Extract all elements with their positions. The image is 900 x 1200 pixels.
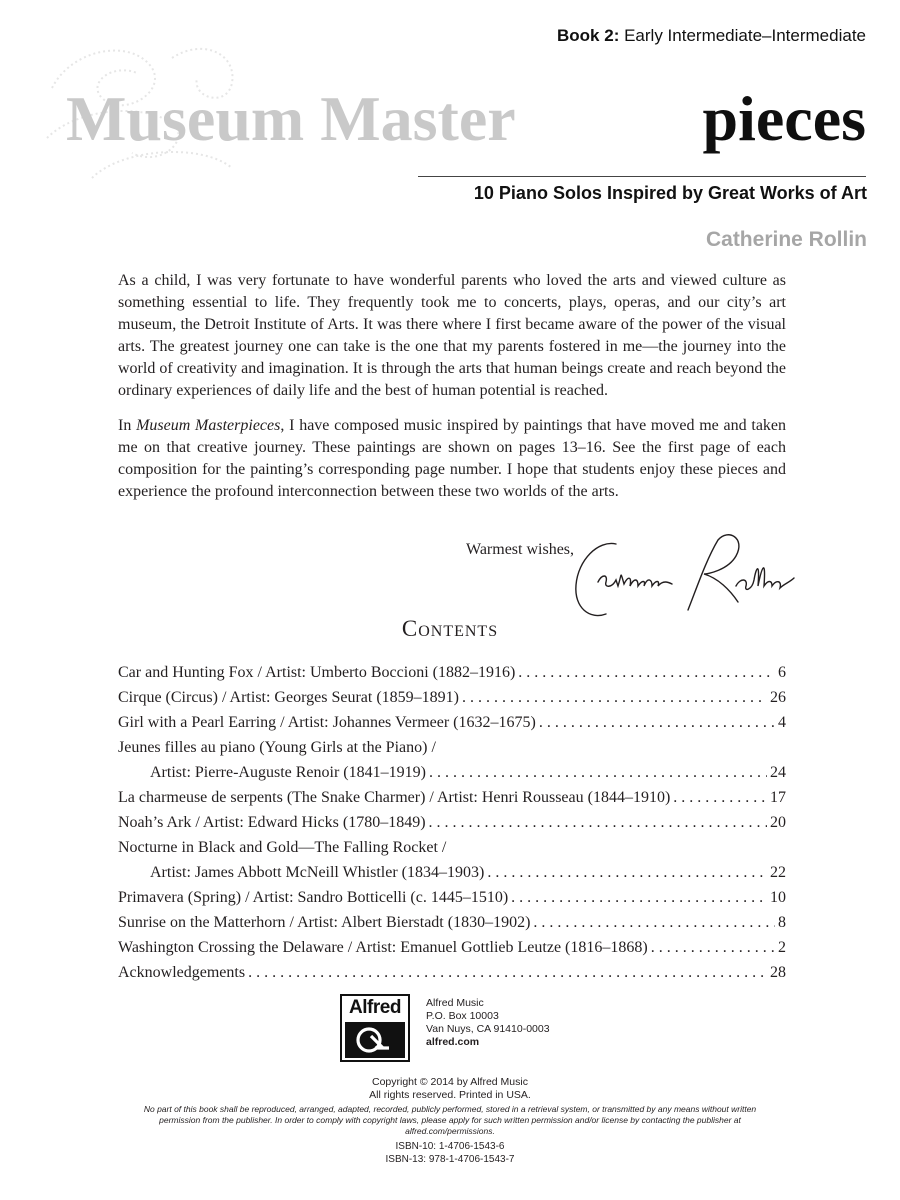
toc-entry-title: Artist: James Abbott McNeill Whistler (1834–1903) — [150, 864, 485, 881]
isbn-block — [0, 1140, 900, 1166]
toc-entry-title: Car and Hunting Fox / Artist: Umberto Boccioni (1882–1916) — [118, 664, 516, 681]
toc-entry-page: 26 — [770, 689, 786, 706]
toc-entry-page: 28 — [770, 964, 786, 981]
title-divider — [418, 176, 866, 177]
toc-entry-page: 2 — [778, 939, 786, 956]
intro-paragraph-2 — [118, 415, 786, 503]
toc-leader — [673, 785, 767, 810]
toc-entry[interactable] — [118, 785, 786, 810]
toc-leader — [462, 685, 767, 710]
toc-entry-page: 20 — [770, 814, 786, 831]
toc-entry[interactable] — [118, 935, 786, 960]
toc-entry-continuation[interactable] — [118, 860, 786, 885]
book-title-italic: Museum Masterpieces — [136, 417, 281, 434]
signoff: Warmest wishes, — [466, 541, 575, 558]
isbn-10: ISBN-10: 1-4706-1543-6 — [395, 1141, 505, 1152]
legal-notice: No part of this book shall be reproduced, arranged, adapted, recorded, publicly performed, stored in a retrieval system, or transmitted by any means without written permission from the publisher. In order to comply with copyright laws, please apply for such written permission and/or license by contacting the publisher at alfred.com/permissions. — [143, 1104, 757, 1136]
toc-entry-page: 10 — [770, 889, 786, 906]
toc-leader — [429, 810, 767, 835]
toc-entry-title: Cirque (Circus) / Artist: Georges Seurat (1859–1891) — [118, 689, 459, 706]
publisher-name: Alfred Music — [426, 997, 484, 1009]
toc-entry[interactable] — [118, 810, 786, 835]
toc-entry[interactable] — [118, 910, 786, 935]
toc-leader — [651, 935, 775, 960]
copyright-line: Copyright © 2014 by Alfred Music — [372, 1076, 528, 1088]
alfred-mark-icon — [345, 1022, 405, 1058]
intro-p2-prefix: In — [118, 417, 137, 434]
toc-entry[interactable] — [118, 885, 786, 910]
toc-entry-first-line[interactable] — [118, 735, 786, 760]
publisher-po-box: P.O. Box 10003 — [426, 1010, 499, 1022]
toc-entry-title: Artist: Pierre-Auguste Renoir (1841–1919) — [150, 764, 426, 781]
intro-p2-rest: , I have composed music inspired by paintings that have moved me and taken me on that creative journey. These paintings are shown on pages 13–16. See the first page of each composition for the painting’s corresponding page number. I hope that students enjoy these pieces and experience the profound interconnection between these two worlds of the arts. — [118, 417, 787, 500]
table-of-contents — [118, 660, 786, 985]
toc-entry-title: La charmeuse de serpents (The Snake Charmer) / Artist: Henri Rousseau (1844–1910) — [118, 789, 671, 806]
toc-entry-first-line[interactable] — [118, 835, 786, 860]
title-light-part: Museum Master — [66, 83, 516, 154]
rights-line: All rights reserved. Printed in USA. — [369, 1089, 531, 1101]
toc-entry[interactable] — [118, 660, 786, 685]
toc-leader — [487, 860, 767, 885]
toc-leader — [539, 710, 775, 735]
logo-text: Alfred — [349, 997, 401, 1018]
toc-entry[interactable] — [118, 960, 786, 985]
publisher-website-link[interactable]: alfred.com — [426, 1036, 480, 1048]
toc-entry-page: 6 — [778, 664, 786, 681]
toc-entry-title: Primavera (Spring) / Artist: Sandro Botticelli (c. 1445–1510) — [118, 889, 509, 906]
toc-entry-continuation[interactable] — [118, 760, 786, 785]
publisher-city: Van Nuys, CA 91410-0003 — [426, 1023, 550, 1035]
contents-heading: Contents — [401, 616, 499, 641]
toc-entry-page: 4 — [778, 714, 786, 731]
subtitle: 10 Piano Solos Inspired by Great Works of Art — [473, 183, 867, 203]
toc-leader — [533, 910, 775, 935]
toc-entry-page: 17 — [770, 789, 786, 806]
toc-entry-page: 22 — [770, 864, 786, 881]
toc-entry[interactable] — [118, 685, 786, 710]
toc-leader — [518, 660, 775, 685]
toc-leader — [511, 885, 767, 910]
toc-leader — [248, 960, 767, 985]
toc-entry-title: Acknowledgements — [118, 964, 246, 981]
title-dark-part: pieces — [702, 83, 866, 154]
toc-entry-title: Nocturne in Black and Gold—The Falling Rocket / — [118, 839, 447, 856]
copyright-notice — [0, 1076, 900, 1102]
publisher-address — [426, 997, 550, 1049]
toc-entry-page: 8 — [778, 914, 786, 931]
alfred-logo — [340, 994, 410, 1062]
signature-image — [568, 530, 798, 622]
toc-entry-title: Jeunes filles au piano (Young Girls at the Piano) / — [118, 739, 436, 756]
book-number: Book 2: — [557, 26, 620, 45]
toc-entry[interactable] — [118, 710, 786, 735]
isbn-13: ISBN-13: 978-1-4706-1543-7 — [385, 1154, 515, 1165]
toc-leader — [429, 760, 767, 785]
toc-entry-title: Sunrise on the Matterhorn / Artist: Albert Bierstadt (1830–1902) — [118, 914, 531, 931]
toc-entry-page: 24 — [770, 764, 786, 781]
intro-paragraph-1: As a child, I was very fortunate to have wonderful parents who loved the arts and viewed culture as something essential to life. They frequently took me to concerts, plays, operas, and our city’s art museum, the Detroit Institute of Arts. It was there where I first became aware of the power of the visual arts. The greatest journey one can take is the one that my parents fostered in me—the journey into the world of creativity and imagination. It is through the arts that human beings create and reach beyond the ordinary experiences of daily life and the best of human potential is reached. — [118, 272, 786, 399]
toc-entry-title: Girl with a Pearl Earring / Artist: Johannes Vermeer (1632–1675) — [118, 714, 536, 731]
toc-entry-title: Washington Crossing the Delaware / Artist: Emanuel Gottlieb Leutze (1816–1868) — [118, 939, 648, 956]
author-name: Catherine Rollin — [705, 228, 867, 251]
level-label: Early Intermediate–Intermediate — [624, 26, 866, 45]
toc-entry-title: Noah’s Ark / Artist: Edward Hicks (1780–1849) — [118, 814, 426, 831]
book-level — [557, 26, 866, 46]
page-title — [66, 82, 866, 172]
